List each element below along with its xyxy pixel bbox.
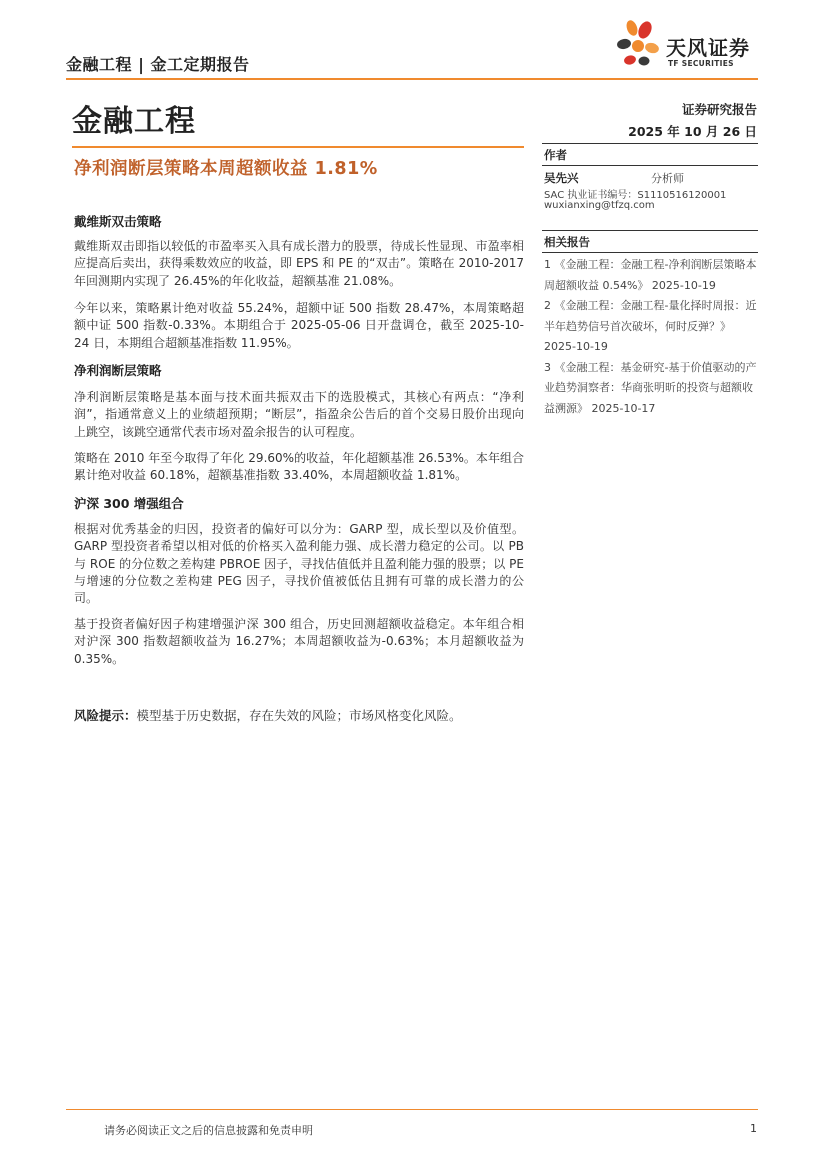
related-report-item[interactable]: 2 《金融工程：金融工程-量化择时周报：近半年趋势信号首次破坏，何时反弹？》 2025-10-19 xyxy=(544,299,757,353)
tf-securities-logo xyxy=(612,18,762,70)
related-report-item[interactable]: 1 《金融工程：金融工程-净利润断层策略本周超额收益 0.54%》 2025-10-19 xyxy=(544,258,757,292)
risk-label: 风险提示： xyxy=(74,708,137,723)
report-type: 证券研究报告 xyxy=(681,102,757,117)
author-role: 分析师 xyxy=(651,172,684,185)
paragraph: 今年以来，策略累计绝对收益 55.24%，超额中证 500 指数 28.47%，本周策略超额中证 500 指数-0.33%。本期组合于 2025-05-06 日开盘调仓，截至 2025-10-24 日，本期组合超额基准指数 11.95%。 xyxy=(74,301,524,350)
logo-english-text: TF SECURITIES xyxy=(668,59,734,68)
related-divider xyxy=(542,230,758,231)
section-heading-davis: 戴维斯双击策略 xyxy=(74,214,162,229)
title-divider xyxy=(72,146,524,148)
author-heading: 作者 xyxy=(544,148,567,162)
paragraph: 基于投资者偏好因子构建增强沪深 300 组合，历史回测超额收益稳定。本年组合相对沪深 300 指数超额收益为 16.27%；本周超额收益为-0.63%；本月超额收益为 0.35%。 xyxy=(74,617,524,666)
footer-disclaimer: 请务必阅读正文之后的信息披露和免责申明 xyxy=(104,1124,313,1137)
paragraph: 根据对优秀基金的归因，投资者的偏好可以分为：GARP 型，成长型以及价值型。GARP 型投资者希望以相对低的价格买入盈利能力强、成长潜力稳定的公司。以 PB 与 ROE 的分位数之差构建 PBROE 因子，寻找估值低并且盈利能力强的股票；以 PE 与增速的分位数之差构建 PEG 因子，寻找价值被低估且拥有可靠的成长潜力的公司。 xyxy=(74,522,524,606)
header-divider xyxy=(66,78,758,80)
author-name: 吴先兴 xyxy=(544,171,579,185)
logo-mark-icon xyxy=(612,18,666,70)
author-sac: SAC 执业证书编号：S1110516120001 xyxy=(544,190,727,201)
author-heading-divider xyxy=(542,165,758,166)
risk-warning xyxy=(74,706,462,724)
section-heading-net-profit: 净利润断层策略 xyxy=(74,363,162,378)
section-title: 金融工程 xyxy=(72,104,196,139)
report-subtitle: 净利润断层策略本周超额收益 1.81% xyxy=(74,159,378,179)
paragraph: 策略在 2010 年至今取得了年化 29.60%的收益，年化超额基准 26.53%。本年组合累计绝对收益 60.18%，超额基准指数 33.40%，本周超额收益 1.81%。 xyxy=(74,451,524,483)
page-number: 1 xyxy=(750,1122,757,1135)
logo-chinese-text: 天风证券 xyxy=(666,36,750,60)
header-title: 金融工程 | 金工定期报告 xyxy=(66,55,250,74)
section-heading-hs300: 沪深 300 增强组合 xyxy=(74,496,184,511)
related-heading-divider xyxy=(542,252,758,253)
paragraph: 净利润断层策略是基本面与技术面共振双击下的选股模式，其核心有两点：“净利润”，指通常意义上的业绩超预期；“断层”，指盈余公告后的首个交易日股价出现向上跳空，该跳空通常代表市场对盈余报告的认可程度。 xyxy=(74,390,524,439)
related-reports-list xyxy=(544,255,760,419)
risk-text: 模型基于历史数据，存在失效的风险；市场风格变化风险。 xyxy=(136,708,462,723)
author-divider xyxy=(542,143,758,144)
report-date: 2025 年 10 月 26 日 xyxy=(628,124,757,139)
footer-divider xyxy=(66,1109,758,1110)
paragraph: 戴维斯双击即指以较低的市盈率买入具有成长潜力的股票，待成长性显现、市盈率相应提高后卖出，获得乘数效应的收益，即 EPS 和 PE 的“双击”。策略在 2010-2017 年回测期内实现了 26.45%的年化收益，超额基准 21.08%。 xyxy=(74,239,524,288)
related-heading: 相关报告 xyxy=(544,235,590,249)
related-report-item[interactable]: 3 《金融工程：基金研究-基于价值驱动的产业趋势洞察者：华商张明昕的投资与超额收益溯源》 2025-10-17 xyxy=(544,360,757,415)
author-email[interactable]: wuxianxing@tfzq.com xyxy=(544,200,655,211)
